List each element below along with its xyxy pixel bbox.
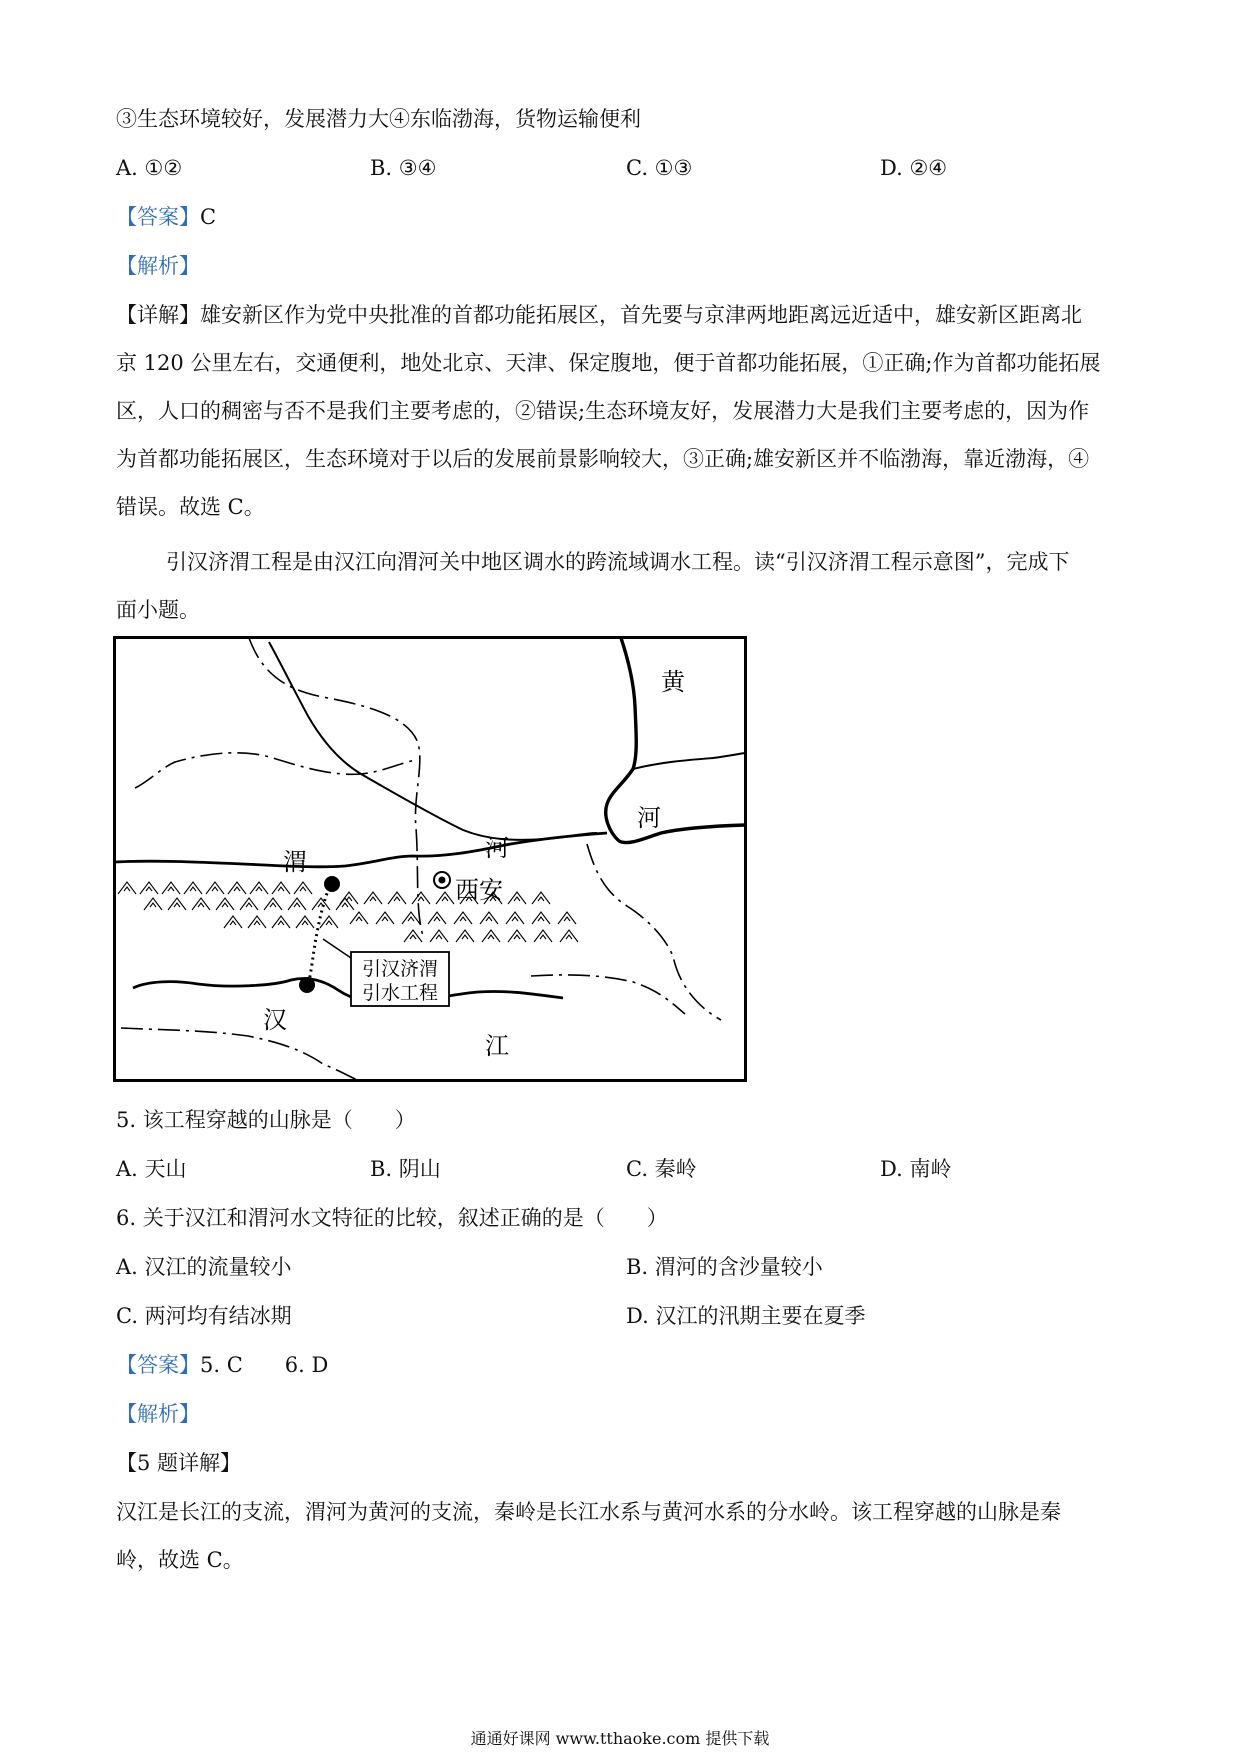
- q4-option-d: D. ②④: [880, 156, 948, 180]
- q5-option-b: B. 阴山: [370, 1157, 441, 1181]
- label-he-yellow: 河: [637, 806, 661, 832]
- q5-detail: [116, 1497, 1128, 1593]
- q5-option-d: D. 南岭: [880, 1157, 952, 1181]
- q5-detail-tag: 【5 题详解】: [116, 1451, 242, 1475]
- detail-line: 为首都功能拓展区，生态环境对于以后的发展前景影响较大，③正确;雄安新区并不临渤海，靠近渤海，④: [116, 447, 1090, 471]
- q56-answer: [116, 1350, 328, 1380]
- detail-line: 区，人口的稠密与否不是我们主要考虑的，②错误;生态环境友好，发展潜力大是我们主要考虑的，因为作: [116, 399, 1090, 423]
- q4-answer: [116, 202, 216, 232]
- intake-point-wei: [324, 876, 340, 892]
- detail-line: 【详解】雄安新区作为党中央批准的首都功能拓展区，首先要与京津两地距离远近适中，雄安新区距离北: [116, 303, 1082, 327]
- q4-option-a: A. ①②: [116, 156, 183, 180]
- intro-line: 面小题。: [116, 598, 200, 622]
- q5-option-a: A. 天山: [116, 1157, 187, 1181]
- answer-tag: 【答案】: [116, 1353, 200, 1377]
- yinhanjiwei-map: [113, 636, 747, 1082]
- page-footer: 通通好课网 www.tthaoke.com 提供下载: [470, 1729, 770, 1748]
- q5-option-c: C. 秦岭: [626, 1157, 697, 1181]
- label-jiang: 江: [485, 1034, 509, 1060]
- detail-line: 汉江是长江的支流，渭河为黄河的支流，秦岭是长江水系与黄河水系的分水岭。该工程穿越的山脉是秦: [116, 1500, 1061, 1524]
- q6-option-d: D. 汉江的汛期主要在夏季: [626, 1304, 866, 1328]
- q56-analysis-tag: 【解析】: [116, 1402, 200, 1426]
- q5-stem: 5. 该工程穿越的山脉是（ ）: [116, 1108, 416, 1132]
- q4-detail: [116, 300, 1128, 540]
- detail-line: 京 120 公里左右，交通便利，地处北京、天津、保定腹地，便于首都功能拓展，①正确;作为首都功能拓展: [116, 351, 1101, 375]
- intake-point-han: [299, 977, 315, 993]
- label-he-wei: 河: [485, 836, 509, 862]
- answer-value: C: [200, 205, 217, 229]
- label-wei: 渭: [283, 850, 307, 876]
- xian-city-dot: [439, 877, 446, 884]
- answer-tag: 【答案】: [116, 205, 200, 229]
- label-han: 汉: [263, 1008, 287, 1034]
- answer-value: 5. C 6. D: [200, 1353, 329, 1377]
- q6-stem: 6. 关于汉江和渭河水文特征的比较，叙述正确的是（ ）: [116, 1206, 668, 1230]
- q4-option-line: ③生态环境较好，发展潜力大④东临渤海，货物运输便利: [116, 107, 641, 131]
- intro-line: 引汉济渭工程是由汉江向渭河关中地区调水的跨流域调水工程。读“引汉济渭工程示意图”，完成下: [166, 550, 1070, 574]
- q6-option-a: A. 汉江的流量较小: [116, 1255, 292, 1279]
- q4-analysis-tag: 【解析】: [116, 254, 200, 278]
- label-xian: 西安: [455, 878, 503, 904]
- map-frame: [115, 638, 746, 1081]
- intro-paragraph: [116, 547, 1128, 643]
- detail-line: 岭，故选 C。: [116, 1548, 244, 1572]
- callout-label-2: 引水工程: [361, 983, 439, 1004]
- label-huang: 黄: [661, 670, 685, 696]
- q6-option-c: C. 两河均有结冰期: [116, 1304, 292, 1328]
- detail-line: 错误。故选 C。: [116, 495, 265, 519]
- q6-option-b: B. 渭河的含沙量较小: [626, 1255, 823, 1279]
- q4-option-b: B. ③④: [370, 156, 437, 180]
- callout-label-1: 引汉济渭: [361, 959, 439, 980]
- q4-option-c: C. ①③: [626, 156, 693, 180]
